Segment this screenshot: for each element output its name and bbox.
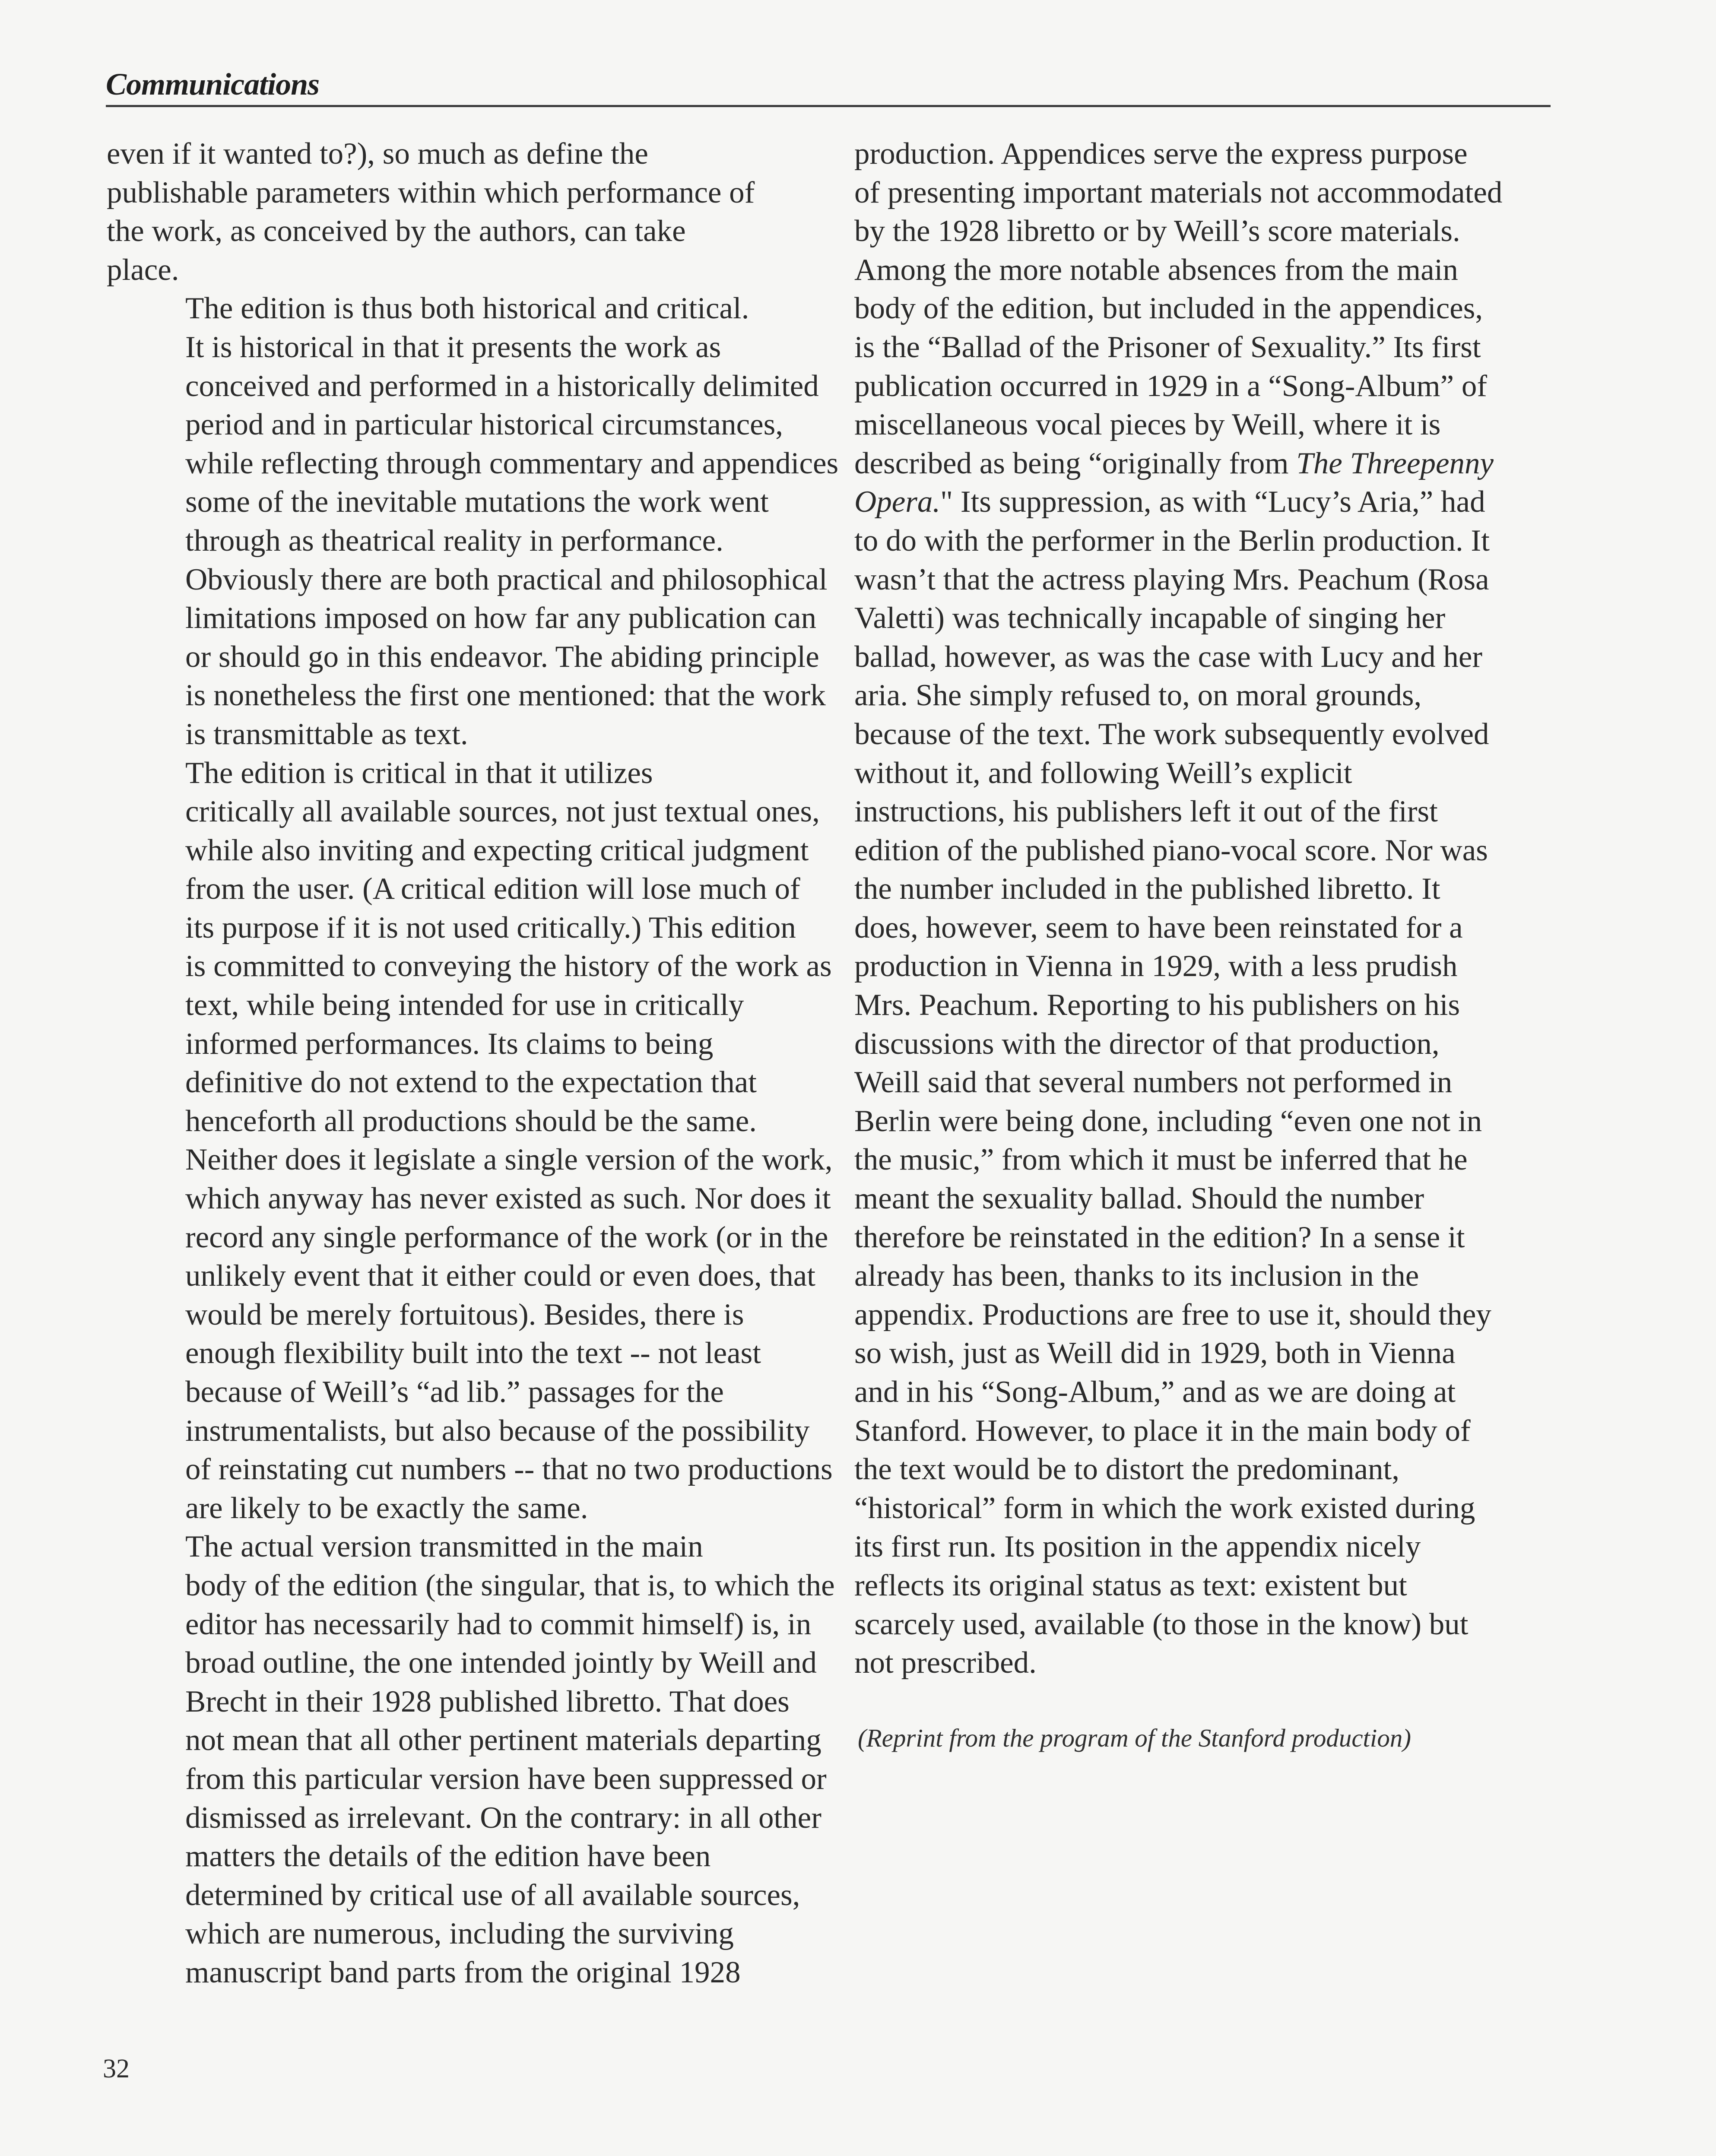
text-line: meant the sexuality ballad. Should the number: [854, 1182, 1424, 1216]
text-line: enough flexibility built into the text -- not least: [185, 1336, 761, 1370]
text-line: would be merely fortuitous). Besides, there is: [185, 1297, 744, 1332]
text-line: or should go in this endeavor. The abiding principle: [185, 640, 819, 674]
text-line: The edition is critical in that it utilizes: [185, 756, 653, 790]
text-line: through as theatrical reality in performance.: [185, 523, 723, 558]
text-line: therefore be reinstated in the edition? In a sense it: [854, 1220, 1465, 1254]
text-line: by the 1928 libretto or by Weill’s score materials.: [854, 214, 1460, 248]
text-line: because of Weill’s “ad lib.” passages for the: [185, 1375, 724, 1409]
text-line: production. Appendices serve the express purpose: [854, 137, 1468, 171]
text-line: already has been, thanks to its inclusion in the: [854, 1259, 1419, 1293]
text-line: are likely to be exactly the same.: [185, 1491, 588, 1525]
text-line: not prescribed.: [854, 1646, 1037, 1680]
text-line: discussions with the director of that production,: [854, 1027, 1440, 1061]
text-line: is nonetheless the first one mentioned: that the work: [185, 679, 826, 713]
text-line: from the user. (A critical edition will lose much of: [185, 872, 800, 906]
paragraph: [107, 754, 833, 1528]
text-line: appendix. Productions are free to use it, should they: [854, 1297, 1491, 1332]
text-line: not mean that all other pertinent materials departing: [185, 1723, 822, 1757]
text-line: Weill said that several numbers not performed in: [854, 1065, 1453, 1100]
paragraph: [107, 135, 824, 289]
left-column: [107, 135, 839, 1992]
text-line: the music,” from which it must be inferred that he: [854, 1143, 1468, 1177]
text-line: unlikely event that it either could or even does, that: [185, 1259, 816, 1293]
work-title: Opera.: [854, 485, 941, 519]
text-line: publishable parameters within which performance of: [107, 175, 755, 209]
text-line: instructions, his publishers left it out of the first: [854, 795, 1438, 829]
text-line: determined by critical use of all available sources,: [185, 1878, 800, 1912]
text-line: edition of the published piano-vocal score. Nor was: [854, 833, 1488, 867]
text-line: [854, 483, 1554, 522]
text-line: “historical” form in which the work existed during: [854, 1491, 1475, 1525]
text-line: ballad, however, as was the case with Lucy and her: [854, 640, 1483, 674]
text-line: the number included in the published libretto. It: [854, 872, 1440, 906]
text-line: definitive do not extend to the expectation that: [185, 1065, 757, 1100]
text-line: is the “Ballad of the Prisoner of Sexuality.” Its first: [854, 330, 1481, 364]
text-line: miscellaneous vocal pieces by Weill, where it is: [854, 408, 1441, 442]
text-line: to do with the performer in the Berlin production. It: [854, 523, 1490, 558]
text-line: conceived and performed in a historically delimited: [185, 369, 819, 403]
text-line: henceforth all productions should be the same.: [185, 1104, 757, 1138]
text-line: body of the edition, but included in the appendices,: [854, 292, 1483, 326]
text-line: manuscript band parts from the original 1928: [185, 1955, 741, 1989]
text-line: Neither does it legislate a single version of the work,: [185, 1143, 833, 1177]
text-line: which anyway has never existed as such. Nor does it: [185, 1182, 831, 1216]
text-line: does, however, seem to have been reinstated for a: [854, 910, 1463, 945]
text-line: Brecht in their 1928 published libretto. That does: [185, 1684, 790, 1718]
paragraph: [107, 1528, 835, 1992]
text-segment: " Its suppression, as with “Lucy’s Aria,” had: [940, 485, 1485, 519]
text-line: wasn’t that the actress playing Mrs. Peachum (Rosa: [854, 562, 1489, 596]
text-line: its first run. Its position in the appendix nicely: [854, 1530, 1421, 1564]
text-line: its purpose if it is not used critically.) This edition: [185, 910, 796, 945]
text-line: broad outline, the one intended jointly by Weill and: [185, 1646, 817, 1680]
text-line: some of the inevitable mutations the work went: [185, 485, 769, 519]
text-segment: described as being “originally from: [854, 446, 1297, 480]
text-line: editor has necessarily had to commit himself) is, in: [185, 1607, 812, 1641]
text-line: of presenting important materials not accommodated: [854, 175, 1503, 209]
page-number: 32: [103, 2054, 130, 2083]
text-line: It is historical in that it presents the work as: [185, 330, 721, 364]
text-line: informed performances. Its claims to being: [185, 1027, 714, 1061]
text-line: the text would be to distort the predominant,: [854, 1452, 1399, 1487]
text-line: while reflecting through commentary and appendices: [185, 446, 839, 480]
text-line: Stanford. However, to place it in the main body of: [854, 1414, 1471, 1448]
text-line: Valetti) was technically incapable of singing her: [854, 601, 1446, 635]
text-line: text, while being intended for use in critically: [185, 988, 744, 1022]
text-line: is committed to conveying the history of the work as: [185, 949, 832, 983]
paragraph: [107, 289, 839, 754]
reprint-caption: (Reprint from the program of the Stanford production): [858, 1724, 1411, 1752]
section-title: Communications: [106, 67, 320, 101]
text-line: Berlin were being done, including “even one not in: [854, 1104, 1482, 1138]
text-line: period and in particular historical circumstances,: [185, 408, 783, 442]
text-line: the work, as conceived by the authors, can take: [107, 214, 686, 248]
text-line: aria. She simply refused to, on moral grounds,: [854, 679, 1422, 713]
text-line: and in his “Song-Album,” and as we are doing at: [854, 1375, 1456, 1409]
text-line: body of the edition (the singular, that is, to which the: [185, 1568, 835, 1602]
text-line: scarcely used, available (to those in the know) but: [854, 1607, 1469, 1641]
text-line: from this particular version have been suppressed or: [185, 1762, 827, 1796]
text-line: even if it wanted to?), so much as define the: [107, 137, 648, 171]
text-line: limitations imposed on how far any publication can: [185, 601, 817, 635]
text-line: The actual version transmitted in the main: [185, 1530, 703, 1564]
text-line: production in Vienna in 1929, with a less prudish: [854, 949, 1458, 983]
text-line: Obviously there are both practical and philosophical: [185, 562, 828, 596]
text-line: because of the text. The work subsequently evolved: [854, 717, 1489, 751]
text-line: of reinstating cut numbers -- that no two productions: [185, 1452, 833, 1487]
text-line: which are numerous, including the surviving: [185, 1917, 734, 1951]
text-line: without it, and following Weill’s explicit: [854, 756, 1352, 790]
running-header: [106, 64, 1551, 107]
text-line: so wish, just as Weill did in 1929, both in Vienna: [854, 1336, 1456, 1370]
text-line: is transmittable as text.: [185, 717, 468, 751]
text-line: Among the more notable absences from the main: [854, 253, 1458, 287]
text-line: place.: [107, 253, 179, 287]
text-line: [854, 444, 1554, 483]
text-line: Mrs. Peachum. Reporting to his publishers on his: [854, 988, 1460, 1022]
text-line: reflects its original status as text: existent but: [854, 1568, 1407, 1602]
text-line: dismissed as irrelevant. On the contrary: in all other: [185, 1801, 822, 1835]
text-line: record any single performance of the work (or in the: [185, 1220, 828, 1254]
text-line: while also inviting and expecting critical judgment: [185, 833, 809, 867]
text-line: The edition is thus both historical and critical.: [185, 292, 749, 326]
right-column: [854, 135, 1554, 1683]
text-line: matters the details of the edition have been: [185, 1839, 711, 1874]
work-title: The Threepenny: [1296, 446, 1494, 480]
text-line: critically all available sources, not just textual ones,: [185, 795, 820, 829]
text-line: instrumentalists, but also because of the possibility: [185, 1414, 810, 1448]
text-line: publication occurred in 1929 in a “Song-Album” of: [854, 369, 1487, 403]
